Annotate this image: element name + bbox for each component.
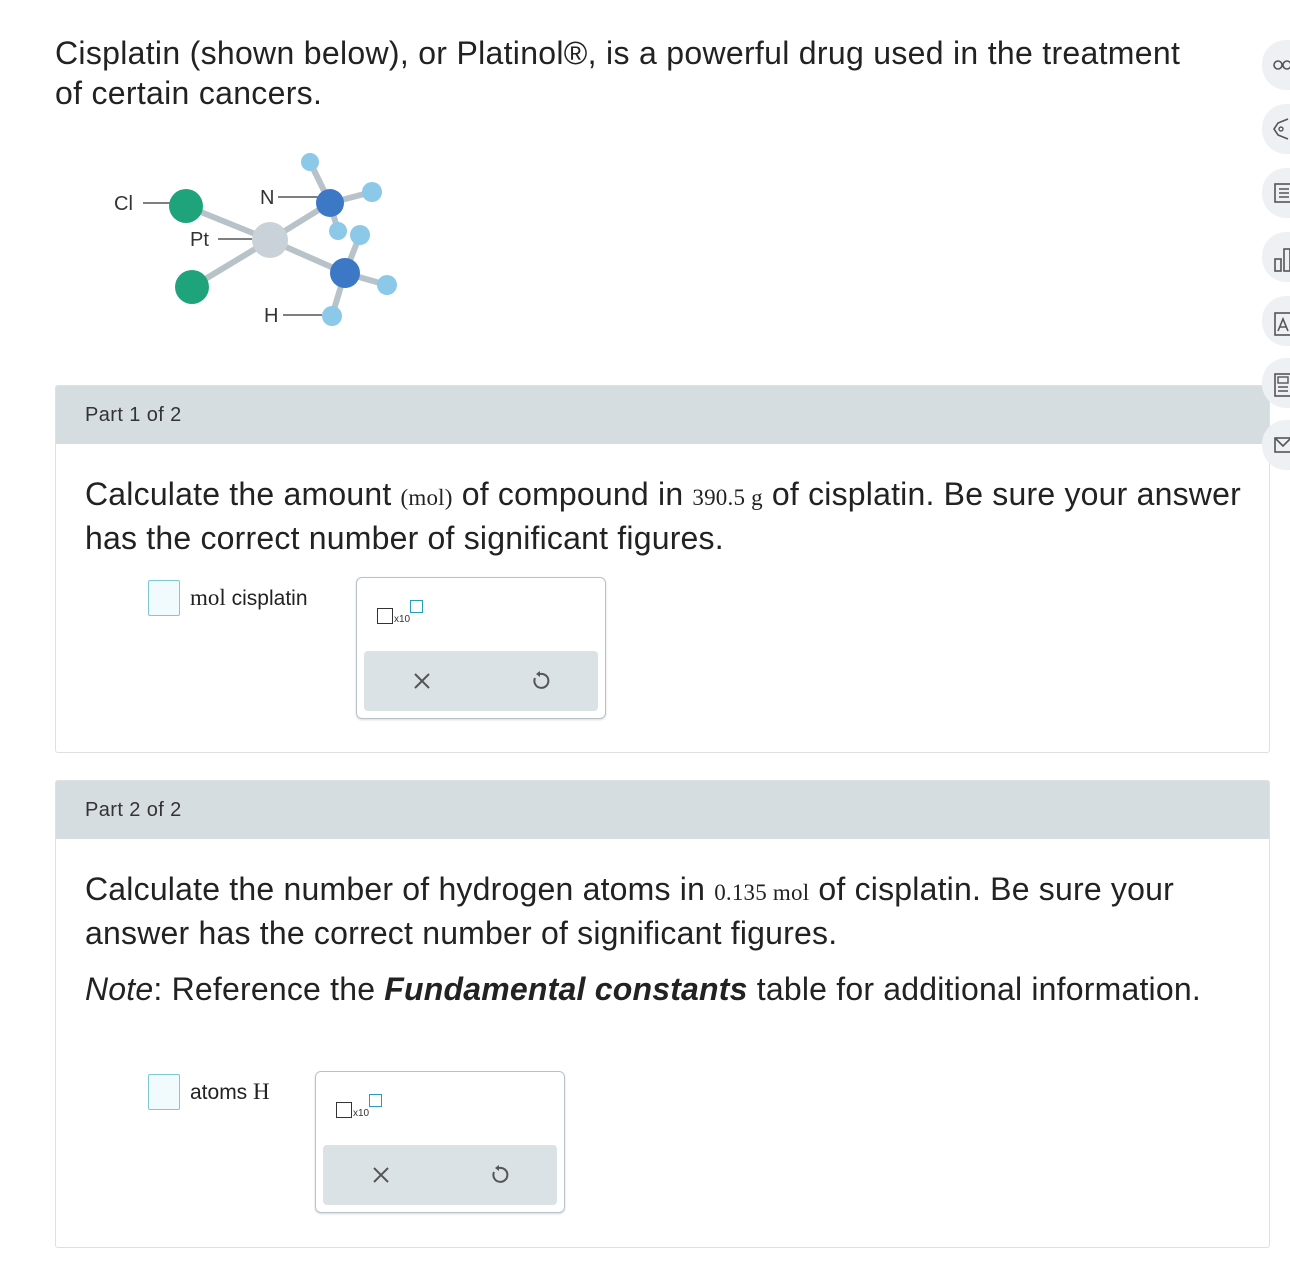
part-2-answer-row [148, 1074, 270, 1110]
text-icon[interactable] [1262, 296, 1290, 346]
close-icon[interactable] [365, 1159, 397, 1191]
close-icon[interactable] [406, 665, 438, 697]
undo-icon[interactable] [524, 665, 556, 697]
part-2-answer-unit: atoms H [190, 1079, 270, 1104]
scientific-notation-button[interactable]: x10 [377, 598, 427, 632]
part-1-answer-input[interactable] [148, 580, 180, 616]
scientific-notation-button[interactable]: x10 [336, 1092, 386, 1126]
label-cl: Cl [114, 193, 133, 215]
part-1-answer-unit: mol cisplatin [190, 585, 308, 610]
link-icon[interactable] [1262, 40, 1290, 90]
part-2-answer-input[interactable] [148, 1074, 180, 1110]
part-1-question: Calculate the amount (mol) of compound in 390.5 g of cisplatin. Be sure your answer has the correct number of significant figures. [85, 476, 1241, 556]
part-2-note: Note: Reference the Fundamental constants table for additional information. [85, 971, 1201, 1007]
fundamental-constants-link[interactable]: Fundamental constants [384, 971, 748, 1007]
undo-icon[interactable] [483, 1159, 515, 1191]
bar-chart-icon[interactable] [1262, 232, 1290, 282]
label-pt: Pt [190, 229, 209, 251]
label-n: N [260, 187, 275, 209]
palette-actions [323, 1145, 557, 1205]
part-1-answer-row [148, 580, 308, 616]
palette-actions [364, 651, 598, 711]
label-h: H [264, 305, 279, 327]
part-1-panel [55, 385, 1270, 753]
part-2-math-palette [315, 1071, 565, 1213]
part-1-header: Part 1 of 2 [56, 386, 1269, 444]
part-2-question: Calculate the number of hydrogen atoms in 0.135 mol of cisplatin. Be sure your answer has the correct number of significant figures. [85, 871, 1174, 951]
cisplatin-molecule-image [100, 145, 420, 345]
part-2-panel [55, 780, 1270, 1248]
part-1-math-palette [356, 577, 606, 719]
intro-text: Cisplatin (shown below), or Platinol®, is a powerful drug used in the treatment of certain cancers. [55, 35, 1181, 111]
periodic-table-icon[interactable] [1262, 168, 1290, 218]
tag-icon[interactable] [1262, 104, 1290, 154]
part-2-header: Part 2 of 2 [56, 781, 1269, 839]
